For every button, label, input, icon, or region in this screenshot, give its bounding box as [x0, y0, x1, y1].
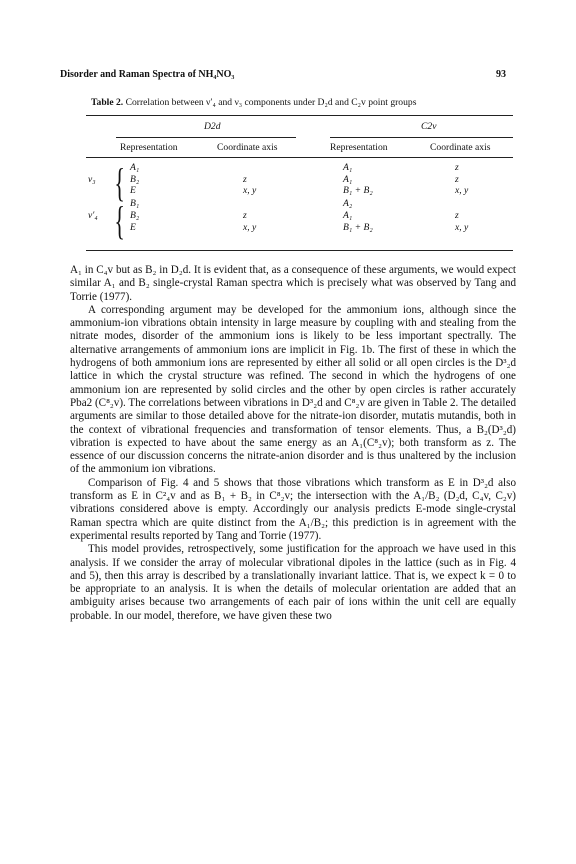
- c2v-representation: B₁ + B₂: [343, 185, 373, 196]
- d2d-representation: E: [130, 185, 136, 196]
- paragraph: Comparison of Fig. 4 and 5 shows that those vibrations which transform as E in D³₂d also transform as E in C²₄v and as B₁ + B₂ in C⁸₂v; the intersection with the A₁/B₂ (D₂d, C₄v, C₂v) vibrations considered above is empty. Accordingly our analysis predicts E-mode single-crystal Raman spectra which are quite distinct from the A₁/B₂; this prediction is in agreement with the experimental results reported by Tang and Torrie (1977).: [70, 476, 516, 542]
- c2v-coordinate-axis: z: [455, 210, 459, 221]
- c2v-representation: A₁: [343, 210, 353, 221]
- running-header: [60, 69, 506, 83]
- col-header-d-axis: Coordinate axis: [217, 142, 278, 153]
- brace-nu4: {: [114, 198, 125, 243]
- c2v-coordinate-axis: x, y: [455, 222, 469, 233]
- d2d-representation: B₂: [130, 210, 140, 221]
- c2v-coordinate-axis: x, y: [455, 185, 469, 196]
- d2d-representation: A₁: [130, 162, 140, 173]
- c2v-representation: A₂: [343, 198, 353, 209]
- c2v-representation: A₁: [343, 174, 353, 185]
- table-caption-text: Correlation between ν′₄ and ν₃ components under D₂d and C₂v point groups: [125, 97, 417, 108]
- col-header-c-rep: Representation: [330, 142, 388, 153]
- d2d-representation: E: [130, 222, 136, 233]
- d2d-representation: B₂: [130, 174, 140, 185]
- table-top-rule: [86, 115, 513, 116]
- page-number: 93: [496, 69, 506, 80]
- col-header-c-axis: Coordinate axis: [430, 142, 491, 153]
- running-title: Disorder and Raman Spectra of NH₄NO₃: [60, 69, 235, 80]
- mode-label: ν′₄: [88, 210, 98, 221]
- table-caption: [91, 97, 512, 108]
- d2d-coordinate-axis: z: [243, 174, 247, 185]
- group-rule-right: [330, 137, 513, 138]
- table-label: Table 2.: [91, 97, 124, 108]
- table-bottom-rule: [86, 250, 513, 251]
- paragraph: A corresponding argument may be developed for the ammonium ions, although since the ammonium-ion vibrations obtain intensity in large measure by coupling with and stealing from the nitrate modes, disorder of the ammonium ions is likely to be less important spectrally. The alternative arrangements of ammonium ions are implicit in Fig. 1b. The first of these in which the hydrogens of both ammonium ions are represented by either all solid or all open circles is the D³₂d lattice in which the crystal structure was refined. The second in which the hydrogens of one ammonium ion are represented by solid circles and the other by open circles is rather accurately Pba2 (C⁸₂v). The correlations between vibrations in D³₂d and C⁸₂v are given in Table 2. The detailed arguments are similar to those detailed above for the nitrate-ion disorder, mutatis mutandis, both in the context of vibrational frequencies and transformation of tensor elements. Thus, a B₂(D³₂d) vibration is expected to have about the same energy as an A₁(C⁸₂v); both transform as z. The essence of our discussion concerns the nitrate-anion disorder and is thus unaltered by the inclusion of the ammonium ion vibrations.: [70, 303, 516, 476]
- d2d-coordinate-axis: x, y: [243, 222, 257, 233]
- c2v-representation: A₁: [343, 162, 353, 173]
- mode-label: ν₃: [88, 174, 96, 185]
- group-header-c2v: C2v: [421, 121, 437, 132]
- d2d-representation: B₁: [130, 198, 140, 209]
- brace-nu3: {: [114, 160, 125, 205]
- c2v-coordinate-axis: z: [455, 162, 459, 173]
- body-text: [70, 264, 516, 623]
- group-header-d2d: D2d: [204, 121, 221, 132]
- paragraph: This model provides, retrospectively, some justification for the approach we have used in this analysis. If we consider the array of molecular vibrational dipoles in the lattice (such as in Fig. 4 and 5), then this array is described by a translationally invariant lattice. That is, we expect k = 0 to be appropriate to an analysis. It is when the details of molecular orientation are added that an ambiguity arises because two arrangements of each pair of ions within the unit cell are equally probable. In our model, therefore, we have given these two: [70, 543, 516, 622]
- group-rule-left: [116, 137, 296, 138]
- correlation-table: [86, 113, 513, 251]
- header-bottom-rule: [86, 157, 513, 158]
- col-header-d-rep: Representation: [120, 142, 178, 153]
- c2v-representation: B₁ + B₂: [343, 222, 373, 233]
- paragraph: A₁ in C₄v but as B₂ in D₂d. It is evident that, as a consequence of these arguments, we would expect similar A₁ and B₂ single-crystal Raman spectra which is precisely what was observed by Tang and Torrie (1977).: [70, 264, 516, 303]
- d2d-coordinate-axis: z: [243, 210, 247, 221]
- c2v-coordinate-axis: z: [455, 174, 459, 185]
- d2d-coordinate-axis: x, y: [243, 185, 257, 196]
